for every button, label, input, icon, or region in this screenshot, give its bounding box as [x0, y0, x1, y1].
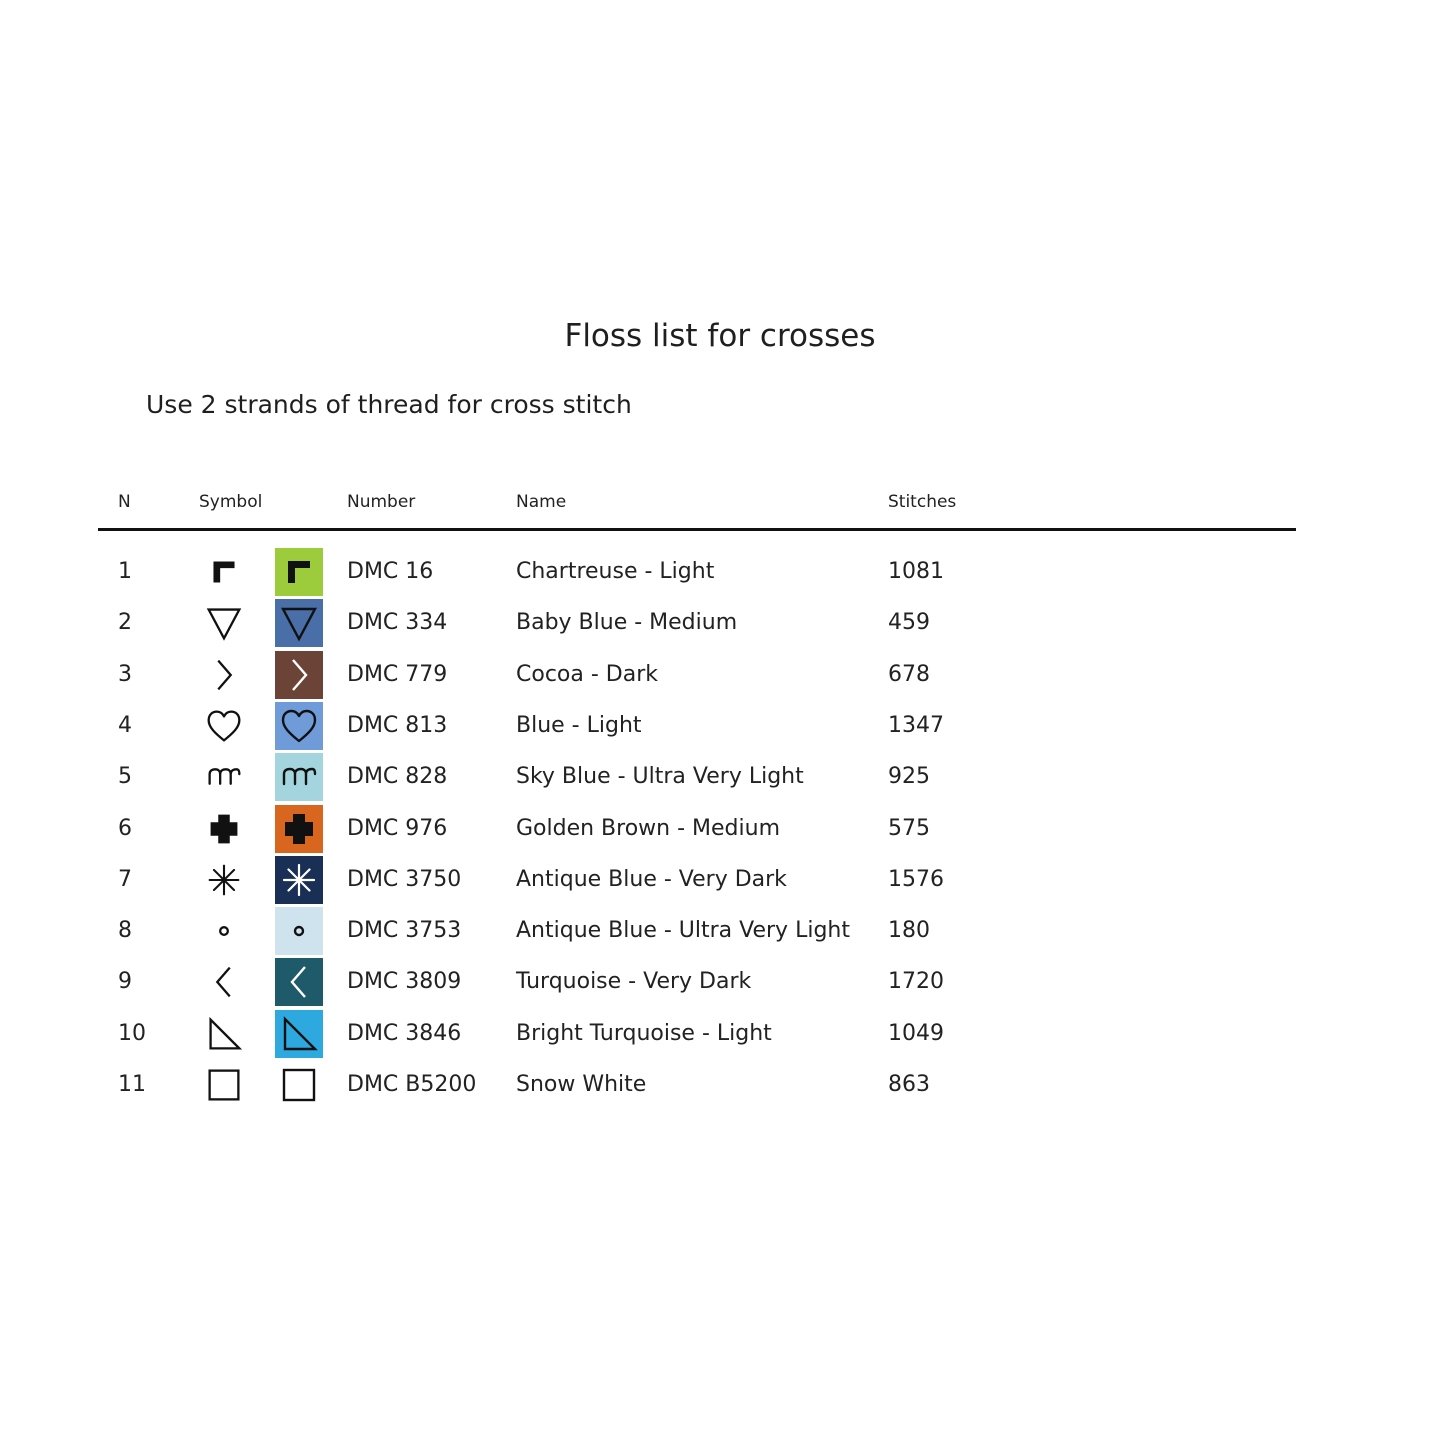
stitch-count: 1081 — [888, 559, 944, 584]
header-stitches: Stitches — [888, 492, 957, 512]
color-swatch — [275, 907, 323, 955]
table-row — [0, 804, 1445, 854]
filled-cross-icon — [201, 806, 247, 852]
chevron-left-icon — [201, 959, 247, 1005]
color-swatch — [275, 599, 323, 647]
m-glyph-icon — [201, 754, 247, 800]
table-row — [0, 855, 1445, 905]
stitch-count: 1720 — [888, 969, 944, 994]
page-title: Floss list for crosses — [564, 318, 876, 354]
stitch-count: 180 — [888, 918, 930, 943]
color-swatch — [275, 856, 323, 904]
table-row — [0, 1060, 1445, 1110]
header-symbol: Symbol — [199, 492, 263, 512]
color-swatch — [275, 1010, 323, 1058]
floss-name: Cocoa - Dark — [516, 662, 658, 687]
down-triangle-icon — [275, 599, 323, 647]
chevron-right-icon — [201, 652, 247, 698]
color-swatch — [275, 753, 323, 801]
row-number: 10 — [118, 1021, 146, 1046]
stitch-count: 678 — [888, 662, 930, 687]
row-number: 3 — [118, 662, 132, 687]
table-row — [0, 547, 1445, 597]
heart-icon — [201, 703, 247, 749]
floss-name: Golden Brown - Medium — [516, 816, 780, 841]
stitch-count: 1347 — [888, 713, 944, 738]
table-row — [0, 598, 1445, 648]
header-name: Name — [516, 492, 567, 512]
row-number: 9 — [118, 969, 132, 994]
square-icon — [201, 1062, 247, 1108]
floss-name: Sky Blue - Ultra Very Light — [516, 764, 804, 789]
floss-name: Chartreuse - Light — [516, 559, 715, 584]
corner-icon — [275, 548, 323, 596]
right-triangle-icon — [201, 1011, 247, 1057]
small-circle-icon — [201, 908, 247, 954]
floss-number: DMC 3846 — [347, 1021, 462, 1046]
table-row — [0, 701, 1445, 751]
small-circle-icon — [275, 907, 323, 955]
row-number: 8 — [118, 918, 132, 943]
floss-number: DMC 828 — [347, 764, 448, 789]
floss-number: DMC 976 — [347, 816, 448, 841]
row-number: 6 — [118, 816, 132, 841]
header-number: Number — [347, 492, 416, 512]
chevron-left-icon — [275, 958, 323, 1006]
stitch-count: 575 — [888, 816, 930, 841]
chevron-right-icon — [275, 651, 323, 699]
stitch-count: 459 — [888, 610, 930, 635]
row-number: 2 — [118, 610, 132, 635]
filled-cross-icon — [275, 805, 323, 853]
row-number: 4 — [118, 713, 132, 738]
square-icon — [275, 1061, 323, 1109]
floss-name: Baby Blue - Medium — [516, 610, 738, 635]
floss-number: DMC 3753 — [347, 918, 462, 943]
table-row — [0, 752, 1445, 802]
asterisk-icon — [275, 856, 323, 904]
row-number: 7 — [118, 867, 132, 892]
table-row — [0, 906, 1445, 956]
stitch-count: 925 — [888, 764, 930, 789]
floss-number: DMC 813 — [347, 713, 448, 738]
floss-number: DMC 779 — [347, 662, 448, 687]
floss-number: DMC B5200 — [347, 1072, 477, 1097]
heart-icon — [275, 702, 323, 750]
floss-name: Turquoise - Very Dark — [516, 969, 752, 994]
corner-icon — [201, 549, 247, 595]
header-divider — [98, 528, 1296, 531]
header-n: N — [118, 492, 131, 512]
stitch-count: 1049 — [888, 1021, 944, 1046]
floss-number: DMC 334 — [347, 610, 448, 635]
floss-name: Antique Blue - Very Dark — [516, 867, 787, 892]
row-number: 5 — [118, 764, 132, 789]
right-triangle-icon — [275, 1010, 323, 1058]
floss-number: DMC 3750 — [347, 867, 462, 892]
floss-number: DMC 16 — [347, 559, 434, 584]
floss-name: Snow White — [516, 1072, 647, 1097]
page-subtitle: Use 2 strands of thread for cross stitch — [146, 390, 632, 419]
table-row — [0, 650, 1445, 700]
color-swatch — [275, 958, 323, 1006]
stitch-count: 863 — [888, 1072, 930, 1097]
down-triangle-icon — [201, 600, 247, 646]
stitch-count: 1576 — [888, 867, 944, 892]
floss-name: Antique Blue - Ultra Very Light — [516, 918, 850, 943]
color-swatch — [275, 805, 323, 853]
color-swatch — [275, 1061, 323, 1109]
floss-number: DMC 3809 — [347, 969, 462, 994]
color-swatch — [275, 702, 323, 750]
m-glyph-icon — [275, 753, 323, 801]
color-swatch — [275, 651, 323, 699]
asterisk-icon — [201, 857, 247, 903]
color-swatch — [275, 548, 323, 596]
floss-name: Bright Turquoise - Light — [516, 1021, 772, 1046]
row-number: 1 — [118, 559, 132, 584]
row-number: 11 — [118, 1072, 146, 1097]
table-row — [0, 957, 1445, 1007]
table-row — [0, 1009, 1445, 1059]
floss-name: Blue - Light — [516, 713, 642, 738]
